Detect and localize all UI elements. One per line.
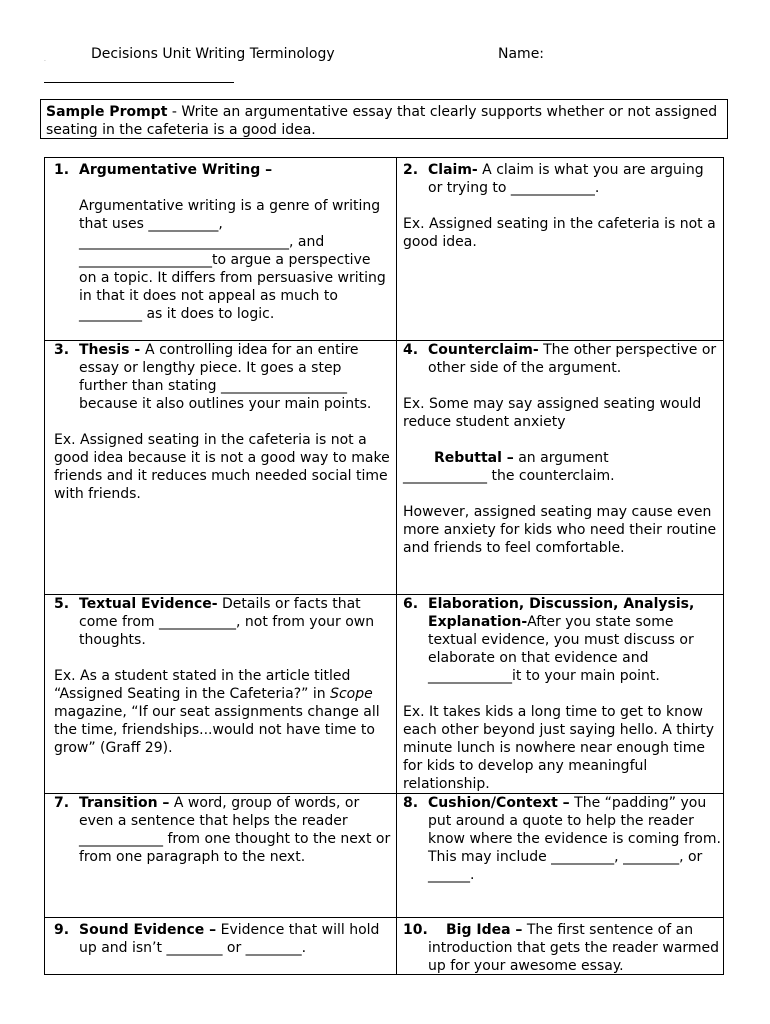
term-definition: Details or facts that come from ___________, not from your own thoughts. [79, 596, 375, 648]
page-title: Decisions Unit Writing Terminology [91, 46, 335, 62]
rebuttal-definition: ____________ the counterclaim. [403, 468, 615, 484]
column-divider [396, 158, 397, 974]
term-label: Thesis - [79, 342, 146, 358]
term-label: Cushion/Context – [428, 795, 570, 811]
term-label: Counterclaim- [428, 342, 539, 358]
term-number: 8. [403, 795, 419, 811]
term-number: 6. [403, 596, 419, 612]
term-cell-cushion-context [403, 794, 721, 884]
term-cell-elaboration [403, 595, 721, 793]
term-example [54, 667, 392, 757]
sample-prompt-box [40, 99, 728, 139]
term-label: Elaboration, Discussion, Analysis, Explanation- [428, 596, 695, 630]
example-text: Ex. As a student stated in the article titled “Assigned Seating in the Cafeteria?” in [54, 668, 351, 702]
term-number: 9. [54, 922, 70, 938]
rebuttal-label: Rebuttal – [434, 450, 514, 466]
term-cell-big-idea [403, 921, 721, 975]
term-definition: The “padding” you put around a quote to help the reader know where the evidence is coming from. This may include _________, ________, or ______. [428, 795, 721, 883]
term-definition: The first sentence of an introduction that gets the reader warmed up for your awesome essay. [428, 922, 720, 974]
term-definition: A claim is what you are arguing or trying to ____________. [428, 162, 704, 196]
term-definition: After you state some textual evidence, you must discuss or elaborate on that evidence and ____________it to your main point. [428, 614, 694, 684]
term-cell-sound-evidence [54, 921, 392, 957]
term-definition: A controlling idea for an entire essay or lengthy piece. It goes a step further than stating __________________ because it also outlines your main points. [79, 342, 372, 412]
term-label: Textual Evidence- [79, 596, 218, 612]
rebuttal-definition-a: an argument [513, 450, 609, 466]
header-dot: . [44, 56, 46, 63]
term-label: Claim- [428, 162, 478, 178]
term-example: Ex. Some may say assigned seating would reduce student anxiety [403, 396, 702, 430]
terminology-table [44, 157, 724, 975]
term-label: Argumentative Writing – [79, 162, 273, 178]
term-example: Ex. Assigned seating in the cafeteria is not a good idea. [403, 216, 716, 250]
rebuttal-definition-line [403, 449, 721, 467]
term-number: 5. [54, 596, 70, 612]
row-divider [45, 917, 723, 918]
term-number: 2. [403, 162, 419, 178]
term-definition: A word, group of words, or even a sentence that helps the reader ____________ from one thought to the next or from one paragraph to the next. [79, 795, 391, 865]
term-cell-argumentative-writing [54, 161, 392, 323]
term-number: 3. [54, 342, 70, 358]
term-number: 4. [403, 342, 419, 358]
term-cell-textual-evidence [54, 595, 392, 757]
sample-prompt-text: - Write an argumentative essay that clearly supports whether or not assigned seating in the cafeteria is a good idea. [46, 104, 718, 138]
term-label: Big Idea – [446, 922, 523, 938]
term-cell-thesis [54, 341, 392, 503]
term-cell-transition [54, 794, 392, 866]
sample-prompt-label: Sample Prompt [46, 104, 168, 120]
term-example: Ex. It takes kids a long time to get to know each other beyond just saying hello. A thirty minute lunch is nowhere near enough time for kids to develop any meaningful relationship. [403, 704, 715, 792]
term-cell-counterclaim [403, 341, 721, 557]
magazine-title: Scope [330, 686, 373, 702]
page-header [0, 46, 770, 66]
term-cell-claim [403, 161, 721, 251]
term-number: 7. [54, 795, 70, 811]
rebuttal-example: However, assigned seating may cause even more anxiety for kids who need their routine and friends to feel comfortable. [403, 504, 717, 556]
term-definition: The other perspective or other side of the argument. [428, 342, 717, 376]
term-definition: Argumentative writing is a genre of writing that uses __________, ______________________________, and ___________________to argue a perspective on a topic. It differs from persuasive writing in that it does not appeal as much to _________ as it does to logic. [79, 198, 386, 322]
name-label: Name: [498, 46, 545, 62]
term-definition: Evidence that will hold up and isn’t ________ or ________. [79, 922, 380, 956]
example-text: magazine, “If our seat assignments change all the time, friendships...would not have time to grow” (Graff 29). [54, 704, 380, 756]
name-blank-line [44, 82, 234, 83]
term-label: Sound Evidence – [79, 922, 217, 938]
term-number: 1. [54, 162, 70, 178]
term-label: Transition – [79, 795, 170, 811]
term-number: 10. [403, 922, 428, 938]
term-example: Ex. Assigned seating in the cafeteria is not a good idea because it is not a good way to make friends and it reduces much needed social time with friends. [54, 432, 390, 502]
